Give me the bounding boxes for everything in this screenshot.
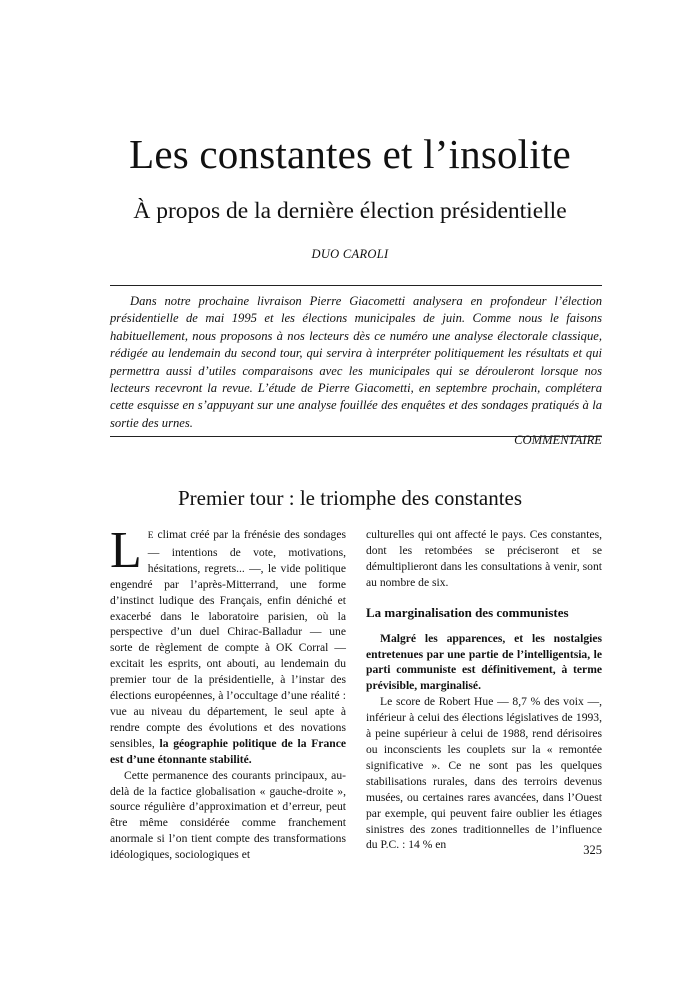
opening-text: climat créé par la frénésie des sondages — intentions de vote, motivations, hésitations, regrets... —, le vide politique engendré par l’après-Mitterrand, une forme d’instinct ludique des Français, enfin déniché et exacerbé dans le laboratoire parisien, où la perspective d’un duel Chirac-Balladur — une sorte de règlement de compte à OK Corral — excitait les esprits, ont abouti, au lendemain du premier tour de la présidentielle, à l’instar des élections européennes, à l’occultage d’une réalité : vue au niveau du département, le seul apte à rendre compte des évolutions et des novations sensibles, [110,528,346,750]
opening-small-caps: E [147,531,154,541]
editorial-intro [110,293,602,450]
section-title: Premier tour : le triomphe des constantes [177,486,523,510]
text-column-left [110,522,346,863]
paragraph-permanence: Cette permanence des courants principaux, au-delà de la factice globalisation « gauche-droite », source régulière d’approximation et d’erreur, peut être même considérée comme franchement anormale si l’on tient compte des transformations idéologiques, sociologiques et [110,768,346,862]
intro-bottom-rule [110,436,602,437]
subsection-lead: Malgré les apparences, et les nostalgies entretenues par une partie de l’intelligentsia, le parti communiste est définitivement, à terme prévisible, marginalisé. [366,631,602,693]
article-subtitle: À propos de la dernière élection présidentielle [133,198,567,224]
intro-signature: COMMENTAIRE [514,433,602,448]
subsection-heading: La marginalisation des communistes [366,604,569,620]
opening-paragraph [110,522,346,768]
paragraph-robert-hue: Le score de Robert Hue — 8,7 % des voix —, inférieur à celui des élections législatives de 1993, à peine supérieur à celui de 1988, rend dérisoires ou inconscients les couplets sur la « remontée significative ». Ce ne sont pas les quelques stabilisations rurales, dans des terroirs devenus musées, ou certaines rares avancées, dans l’Ouest par exemple, qui peuvent faire oublier les étiages sinistres des zones traditionnelles de l’influence du P.C. : 14 % en [366,695,602,852]
page-number: 325 [583,843,602,857]
opening-bold-statement: la géographie politique de la France est d’une étonnante stabilité. [110,736,346,766]
intro-text: Dans notre prochaine livraison Pierre Giacometti analysera en profondeur l’élection présidentielle de mai 1995 et les élections municipales de juin. Comme nous le faisons habituellement, nous proposons à nos lecteurs dès ce numéro une analyse électorale classique, rédigée au lendemain du second tour, qui servira à interpréter politiquement les résultats et qui permettra aussi d’utiles comparaisons avec les municipales qui se dérouleront lorsque nos lecteurs recevront la revue. L’étude de Pierre Giacometti, en septembre prochain, complétera cette esquisse en s’appuyant sur une analyse fouillée des enquêtes et des sondages pratiqués à la sortie des urnes. [110,294,602,430]
article-author: DUO CAROLI [311,247,389,261]
drop-cap: L [110,522,142,579]
intro-top-rule [110,285,602,286]
text-column-right [366,527,602,853]
article-title: Les constantes et l’insolite [129,131,571,177]
paragraph-continuation: culturelles qui ont affecté le pays. Ces constantes, dont les retombées se préciseront et se démultiplieront dans les consultations à venir, sont au nombre de six. [366,528,602,589]
